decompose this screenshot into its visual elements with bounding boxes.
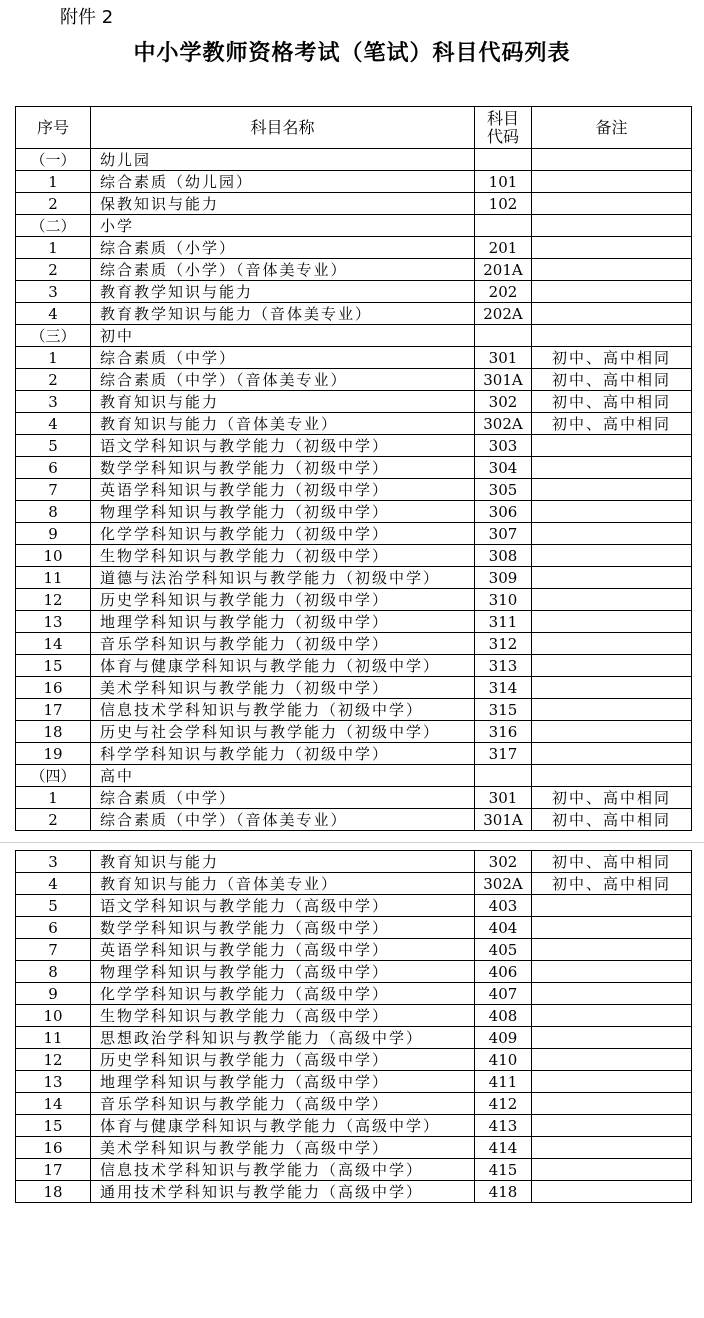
cell-subject-code: 410: [475, 1049, 532, 1071]
table-row: [16, 413, 692, 435]
cell-note: 初中、高中相同: [532, 873, 692, 895]
cell-note: [532, 1027, 692, 1049]
cell-subject-name: 通用技术学科知识与教学能力（高级中学）: [91, 1181, 475, 1203]
cell-seq: 7: [16, 939, 91, 961]
cell-subject-name: 教育教学知识与能力: [91, 281, 475, 303]
cell-subject-name: 物理学科知识与教学能力（高级中学）: [91, 961, 475, 983]
table-row: [16, 303, 692, 325]
table-row: [16, 873, 692, 895]
table-row: [16, 523, 692, 545]
cell-seq: 8: [16, 501, 91, 523]
cell-seq: 1: [16, 237, 91, 259]
cell-subject-code: 405: [475, 939, 532, 961]
cell-note: [532, 721, 692, 743]
table-row: [16, 1027, 692, 1049]
cell-subject-code: 308: [475, 545, 532, 567]
section-row: [16, 149, 692, 171]
cell-note: [532, 983, 692, 1005]
cell-subject-code: 407: [475, 983, 532, 1005]
cell-note: [532, 303, 692, 325]
cell-subject-name: 综合素质（小学）: [91, 237, 475, 259]
cell-subject-code: 404: [475, 917, 532, 939]
cell-seq: 13: [16, 1071, 91, 1093]
table-row: [16, 1049, 692, 1071]
cell-subject-name: 化学学科知识与教学能力（高级中学）: [91, 983, 475, 1005]
cell-subject-name: 科学学科知识与教学能力（初级中学）: [91, 743, 475, 765]
table-row: [16, 677, 692, 699]
table-row: [16, 501, 692, 523]
table-row: [16, 983, 692, 1005]
table-row: [16, 743, 692, 765]
cell-subject-name: 化学学科知识与教学能力（初级中学）: [91, 523, 475, 545]
cell-seq: 4: [16, 413, 91, 435]
cell-seq: 3: [16, 281, 91, 303]
cell-note: [532, 611, 692, 633]
table-row: [16, 193, 692, 215]
table-row: [16, 1071, 692, 1093]
cell-note: 初中、高中相同: [532, 369, 692, 391]
cell-note: [532, 655, 692, 677]
table-row: [16, 961, 692, 983]
cell-subject-name: 美术学科知识与教学能力（初级中学）: [91, 677, 475, 699]
cell-subject-name: 综合素质（幼儿园）: [91, 171, 475, 193]
cell-note: [532, 171, 692, 193]
cell-subject-name: 幼儿园: [91, 149, 475, 171]
cell-subject-code: 301A: [475, 809, 532, 831]
cell-subject-name: 地理学科知识与教学能力（高级中学）: [91, 1071, 475, 1093]
cell-note: [532, 917, 692, 939]
cell-seq: （三）: [16, 325, 91, 347]
cell-note: [532, 1181, 692, 1203]
cell-subject-code: [475, 149, 532, 171]
table-row: [16, 895, 692, 917]
cell-subject-code: 302: [475, 851, 532, 873]
cell-subject-name: 综合素质（中学）（音体美专业）: [91, 369, 475, 391]
cell-subject-name: 数学学科知识与教学能力（初级中学）: [91, 457, 475, 479]
cell-seq: 16: [16, 677, 91, 699]
section-row: [16, 325, 692, 347]
cell-subject-name: 生物学科知识与教学能力（高级中学）: [91, 1005, 475, 1027]
cell-seq: （二）: [16, 215, 91, 237]
table-row: [16, 655, 692, 677]
cell-seq: 2: [16, 259, 91, 281]
table-row: [16, 1181, 692, 1203]
cell-seq: 7: [16, 479, 91, 501]
cell-subject-name: 物理学科知识与教学能力（初级中学）: [91, 501, 475, 523]
cell-seq: 11: [16, 1027, 91, 1049]
cell-seq: 17: [16, 1159, 91, 1181]
cell-subject-name: 生物学科知识与教学能力（初级中学）: [91, 545, 475, 567]
cell-subject-code: 406: [475, 961, 532, 983]
cell-seq: 3: [16, 391, 91, 413]
cell-subject-code: 415: [475, 1159, 532, 1181]
cell-note: [532, 633, 692, 655]
cell-note: [532, 1005, 692, 1027]
cell-subject-name: 初中: [91, 325, 475, 347]
cell-note: [532, 677, 692, 699]
header-seq: 序号: [16, 107, 91, 149]
cell-subject-name: 信息技术学科知识与教学能力（高级中学）: [91, 1159, 475, 1181]
cell-seq: 6: [16, 457, 91, 479]
cell-note: [532, 479, 692, 501]
header-code-line1: 科目: [486, 108, 519, 128]
table-row: [16, 347, 692, 369]
cell-subject-name: 教育知识与能力（音体美专业）: [91, 873, 475, 895]
cell-subject-name: 数学学科知识与教学能力（高级中学）: [91, 917, 475, 939]
cell-note: [532, 1049, 692, 1071]
cell-seq: 13: [16, 611, 91, 633]
cell-subject-name: 教育知识与能力（音体美专业）: [91, 413, 475, 435]
cell-subject-name: 体育与健康学科知识与教学能力（高级中学）: [91, 1115, 475, 1137]
table-row: [16, 171, 692, 193]
cell-subject-code: 301: [475, 787, 532, 809]
cell-subject-name: 语文学科知识与教学能力（高级中学）: [91, 895, 475, 917]
cell-subject-name: 教育知识与能力: [91, 391, 475, 413]
cell-subject-code: 201A: [475, 259, 532, 281]
cell-note: [532, 589, 692, 611]
cell-seq: 9: [16, 983, 91, 1005]
table-row: [16, 1115, 692, 1137]
cell-subject-code: 317: [475, 743, 532, 765]
cell-note: [532, 961, 692, 983]
subject-code-table-page1: [15, 106, 692, 831]
cell-seq: 12: [16, 1049, 91, 1071]
cell-subject-code: 418: [475, 1181, 532, 1203]
table-row: [16, 589, 692, 611]
table-row: [16, 699, 692, 721]
cell-seq: （四）: [16, 765, 91, 787]
cell-note: [532, 281, 692, 303]
table-row: [16, 1005, 692, 1027]
cell-subject-code: 102: [475, 193, 532, 215]
cell-seq: 2: [16, 809, 91, 831]
cell-subject-code: 411: [475, 1071, 532, 1093]
cell-subject-code: 312: [475, 633, 532, 655]
cell-note: [532, 237, 692, 259]
cell-subject-code: 413: [475, 1115, 532, 1137]
table-row: [16, 259, 692, 281]
cell-subject-code: 315: [475, 699, 532, 721]
table-row: [16, 479, 692, 501]
cell-subject-code: 311: [475, 611, 532, 633]
table-row: [16, 237, 692, 259]
cell-subject-name: 美术学科知识与教学能力（高级中学）: [91, 1137, 475, 1159]
cell-note: [532, 743, 692, 765]
table-row: [16, 611, 692, 633]
table-row: [16, 917, 692, 939]
cell-seq: 15: [16, 655, 91, 677]
header-note: 备注: [532, 107, 692, 149]
cell-subject-code: 316: [475, 721, 532, 743]
cell-subject-name: 音乐学科知识与教学能力（高级中学）: [91, 1093, 475, 1115]
cell-subject-name: 小学: [91, 215, 475, 237]
cell-subject-name: 教育教学知识与能力（音体美专业）: [91, 303, 475, 325]
cell-subject-name: 历史学科知识与教学能力（高级中学）: [91, 1049, 475, 1071]
cell-subject-name: 英语学科知识与教学能力（初级中学）: [91, 479, 475, 501]
cell-note: [532, 1071, 692, 1093]
cell-subject-code: [475, 325, 532, 347]
cell-subject-name: 高中: [91, 765, 475, 787]
cell-seq: 10: [16, 545, 91, 567]
cell-note: [532, 215, 692, 237]
cell-note: 初中、高中相同: [532, 787, 692, 809]
cell-subject-name: 英语学科知识与教学能力（高级中学）: [91, 939, 475, 961]
cell-seq: 15: [16, 1115, 91, 1137]
cell-subject-code: 412: [475, 1093, 532, 1115]
header-code-line2: 代码: [486, 126, 519, 146]
table-row: [16, 787, 692, 809]
cell-subject-code: 409: [475, 1027, 532, 1049]
cell-subject-code: 305: [475, 479, 532, 501]
cell-subject-code: 314: [475, 677, 532, 699]
cell-subject-code: [475, 215, 532, 237]
cell-seq: 14: [16, 633, 91, 655]
attachment-label: 附件 2: [60, 7, 114, 28]
cell-subject-code: 414: [475, 1137, 532, 1159]
cell-subject-code: 403: [475, 895, 532, 917]
cell-subject-name: 保教知识与能力: [91, 193, 475, 215]
cell-subject-code: 201: [475, 237, 532, 259]
cell-subject-code: 303: [475, 435, 532, 457]
table-row: [16, 435, 692, 457]
cell-seq: 11: [16, 567, 91, 589]
cell-seq: 1: [16, 347, 91, 369]
cell-seq: （一）: [16, 149, 91, 171]
cell-seq: 5: [16, 435, 91, 457]
cell-subject-name: 地理学科知识与教学能力（初级中学）: [91, 611, 475, 633]
cell-subject-name: 教育知识与能力: [91, 851, 475, 873]
cell-seq: 18: [16, 1181, 91, 1203]
cell-subject-name: 历史与社会学科知识与教学能力（初级中学）: [91, 721, 475, 743]
cell-seq: 16: [16, 1137, 91, 1159]
cell-seq: 14: [16, 1093, 91, 1115]
cell-subject-name: 思想政治学科知识与教学能力（高级中学）: [91, 1027, 475, 1049]
section-row: [16, 765, 692, 787]
cell-subject-code: 302: [475, 391, 532, 413]
table-row: [16, 567, 692, 589]
cell-subject-name: 综合素质（中学）（音体美专业）: [91, 809, 475, 831]
cell-note: [532, 545, 692, 567]
cell-subject-code: 101: [475, 171, 532, 193]
cell-seq: 4: [16, 873, 91, 895]
cell-subject-name: 综合素质（中学）: [91, 787, 475, 809]
cell-seq: 3: [16, 851, 91, 873]
cell-subject-code: 301: [475, 347, 532, 369]
cell-subject-code: 310: [475, 589, 532, 611]
cell-note: [532, 325, 692, 347]
cell-seq: 12: [16, 589, 91, 611]
cell-note: 初中、高中相同: [532, 391, 692, 413]
subject-code-table-page2: [15, 850, 692, 1203]
cell-note: [532, 1093, 692, 1115]
cell-seq: 2: [16, 369, 91, 391]
cell-subject-name: 体育与健康学科知识与教学能力（初级中学）: [91, 655, 475, 677]
cell-seq: 17: [16, 699, 91, 721]
table-row: [16, 851, 692, 873]
cell-seq: 18: [16, 721, 91, 743]
cell-note: [532, 523, 692, 545]
cell-seq: 10: [16, 1005, 91, 1027]
cell-seq: 6: [16, 917, 91, 939]
cell-note: [532, 699, 692, 721]
table-row: [16, 369, 692, 391]
cell-subject-code: 302A: [475, 413, 532, 435]
cell-note: 初中、高中相同: [532, 851, 692, 873]
section-row: [16, 215, 692, 237]
table-row: [16, 545, 692, 567]
cell-subject-code: 306: [475, 501, 532, 523]
cell-subject-name: 语文学科知识与教学能力（初级中学）: [91, 435, 475, 457]
cell-subject-code: 202: [475, 281, 532, 303]
cell-note: 初中、高中相同: [532, 809, 692, 831]
table-row: [16, 721, 692, 743]
cell-note: [532, 193, 692, 215]
cell-note: [532, 895, 692, 917]
header-subject-name: 科目名称: [91, 107, 475, 149]
cell-subject-code: 309: [475, 567, 532, 589]
cell-note: [532, 1115, 692, 1137]
cell-subject-code: 408: [475, 1005, 532, 1027]
cell-seq: 1: [16, 787, 91, 809]
cell-note: [532, 567, 692, 589]
cell-subject-code: 202A: [475, 303, 532, 325]
cell-note: [532, 1159, 692, 1181]
table-row: [16, 1159, 692, 1181]
table-row: [16, 809, 692, 831]
table-row: [16, 457, 692, 479]
cell-subject-name: 历史学科知识与教学能力（初级中学）: [91, 589, 475, 611]
cell-subject-name: 综合素质（中学）: [91, 347, 475, 369]
table-row: [16, 391, 692, 413]
cell-seq: 8: [16, 961, 91, 983]
cell-note: 初中、高中相同: [532, 413, 692, 435]
cell-subject-code: 302A: [475, 873, 532, 895]
cell-subject-code: [475, 765, 532, 787]
header-subject-code: [475, 107, 532, 149]
cell-seq: 19: [16, 743, 91, 765]
table-header-row: [16, 107, 692, 149]
cell-note: 初中、高中相同: [532, 347, 692, 369]
cell-note: [532, 435, 692, 457]
page-break-divider: [0, 842, 704, 843]
table-row: [16, 1137, 692, 1159]
cell-note: [532, 1137, 692, 1159]
cell-subject-code: 307: [475, 523, 532, 545]
cell-note: [532, 457, 692, 479]
table-row: [16, 939, 692, 961]
cell-note: [532, 501, 692, 523]
table-row: [16, 281, 692, 303]
cell-note: [532, 765, 692, 787]
cell-seq: 4: [16, 303, 91, 325]
cell-subject-code: 301A: [475, 369, 532, 391]
cell-note: [532, 259, 692, 281]
cell-note: [532, 939, 692, 961]
cell-subject-code: 313: [475, 655, 532, 677]
table-row: [16, 1093, 692, 1115]
cell-seq: 9: [16, 523, 91, 545]
cell-note: [532, 149, 692, 171]
cell-subject-name: 音乐学科知识与教学能力（初级中学）: [91, 633, 475, 655]
table-row: [16, 633, 692, 655]
cell-subject-name: 道德与法治学科知识与教学能力（初级中学）: [91, 567, 475, 589]
cell-seq: 2: [16, 193, 91, 215]
cell-seq: 1: [16, 171, 91, 193]
cell-subject-code: 304: [475, 457, 532, 479]
cell-subject-name: 信息技术学科知识与教学能力（初级中学）: [91, 699, 475, 721]
document-title: 中小学教师资格考试（笔试）科目代码列表: [133, 40, 571, 66]
cell-seq: 5: [16, 895, 91, 917]
cell-subject-name: 综合素质（小学）（音体美专业）: [91, 259, 475, 281]
